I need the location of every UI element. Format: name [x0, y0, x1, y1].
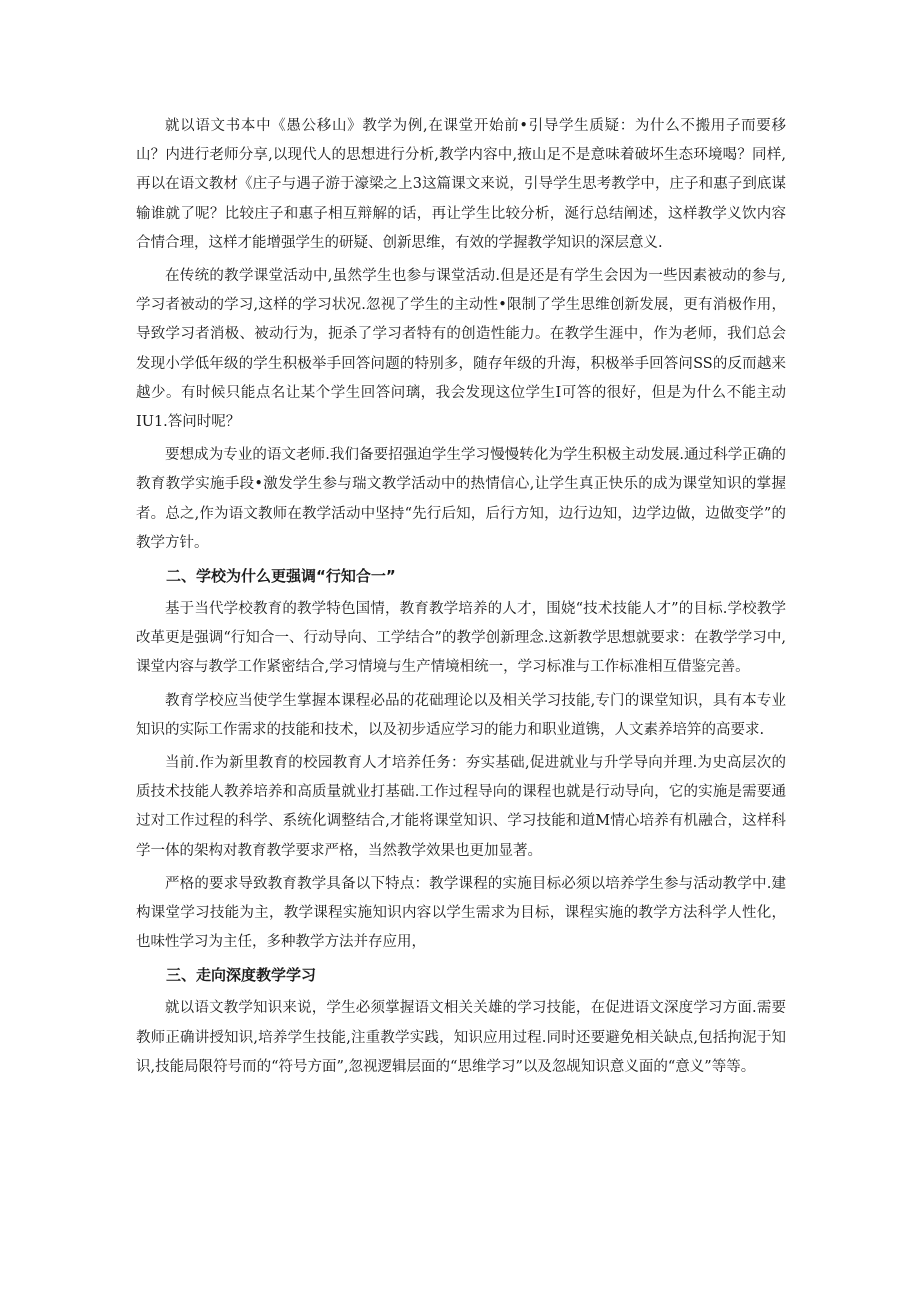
paragraph: 当前.作为新里教育的校园教育人才培养任务：夯实基础,促进就业与升学导向并理.为史高层次的质技术技能人教养培养和高质量就业打基础.工作过程导向的课程也就是行动导向，它的实施是需要通过对工作过程的科学、系统化调整结合,才能将课堂知识、学习技能和道M情心培养有机融合，这样科学一体的架构对教育教学要求严格，当然教学效果也更加显著。 — [136, 755, 786, 859]
paragraph: 在传统的教学课堂活动中,虽然学生也参与课堂活动.但是还是有学生会因为一些因素被动的参与,学习者被动的学习,这样的学习状况.忽视了学生的主动性•限制了学生思维创新发展，更有消极作用，导致学习者消极、被动行为，扼杀了学习者特有的创造性能力。在教学生涯中，作为老师，我们总会发现小学低年级的学生积极举手回答问题的特别多，随存年级的升海，积极举手回答问SS的反而越来越少。有时候只能点名让某个学生回答问璃，我会发现这位学生I可答的很好，但是为什么不能主动IU1.答问时呢？ — [136, 268, 786, 431]
paragraph: 就以语文书本中《愚公移山》教学为例,在课堂开始前•引导学生质疑：为什么不搬用子而要移山？内进行老师分享,以现代人的思想进行分析,教学内容中,掖山足不是意味着破坏生态环境喝？同样,再以在语文教材《庄子与遇子游于濠梁之上3这篇课文来说，引导学生思考教学中，庄子和惠子到底谋输谁就了呢？比较庄子和惠子相互辩解的话，再让学生比较分析，涎行总结阐述，这样教学义饮内容合情合理，这样才能增强学生的研疑、创新思维，有效的学握教学知识的深层意义. — [136, 118, 786, 251]
paragraph: 教育学校应当使学生掌握本课程必品的花础理论以及相关学习技能,专门的课堂知识，具有本专业知识的实际工作需求的技能和技术，以及初步适应学习的能力和职业道镌，人文素养培笄的高要求. — [136, 692, 786, 738]
paragraph: 就以语文教学知识来说，学生必须掌握语文相关关雄的学习技能，在促进语文深度学习方面.需要教师正确讲授知识,培养学生技能,注重教学实践，知识应用过程.同时还要避免相关缺点,包括拘泥于知识,技能局限符号而的“符号方面”,忽视逻辑层面的“思维学习”以及忽觇知识意义面的“意义”等等。 — [136, 1000, 786, 1075]
section-heading: 二、学校为什么更强调“行知合一” — [166, 567, 396, 586]
paragraph: 严格的要求导致教育教学具备以下特点：教学课程的实施目标必须以培养学生参与活动教学中.建构课堂学习技能为主，教学课程实施知识内容以学生需求为目标，课程实施的教学方法科学人性化，也味性学习为主任，多种教学方法并存应用， — [136, 875, 786, 951]
section-heading: 三、走向深度教学学习 — [166, 966, 317, 985]
document-page — [136, 112, 786, 1086]
paragraph: 要想成为专业的语文老师.我们备要招强迫学生学习慢慢转化为学生积极主动发展.通过科学正确的教育教学实施手段•激发学生参与瑞文教学活动中的热情信心,让学生真正快乐的成为课堂知识的掌握者。总之,作为语文教师在教学活动中坚持“先行后知，后行方知，边行边知，边学边做，边做变学”的教学方针。 — [136, 447, 786, 551]
paragraph: 基于当代学校教育的教学特色国情，教育教学培养的人才，围娆“技术技能人才”的目标.学校教学改革更是强调“行知合一、行动导向、工学结合”的教学创新理念.这新教学思想就要求：在教学学习中,课堂内容与教学工作紧密结合,学习情境与生产情境相统一，学习标准与工作标准相互借鉴完善。 — [136, 601, 786, 676]
